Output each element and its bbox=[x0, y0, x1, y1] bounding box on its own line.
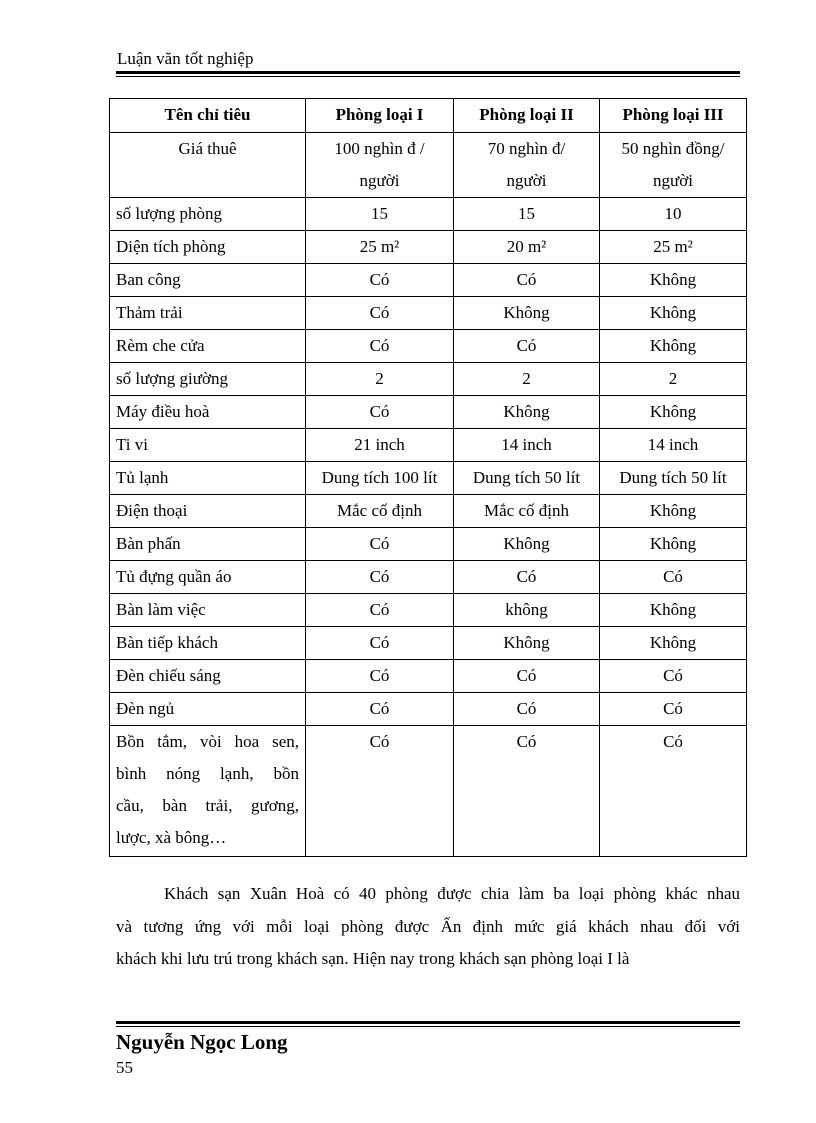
table-row bbox=[110, 363, 747, 396]
table-cell: Có bbox=[454, 264, 600, 297]
header-rule-thick bbox=[116, 71, 740, 74]
row-label: Đèn chiếu sáng bbox=[110, 660, 306, 693]
table-row bbox=[110, 231, 747, 264]
table-row-price bbox=[110, 133, 747, 198]
table-cell: 20 m² bbox=[454, 231, 600, 264]
price-cell bbox=[306, 133, 454, 198]
table-cell: 25 m² bbox=[306, 231, 454, 264]
row-label: Điện thoại bbox=[110, 495, 306, 528]
table-cell: Có bbox=[454, 330, 600, 363]
table-cell: Có bbox=[306, 627, 454, 660]
table-row bbox=[110, 660, 747, 693]
table-row bbox=[110, 528, 747, 561]
column-header: Phòng loại III bbox=[600, 99, 747, 133]
paragraph-line: khách khi lưu trú trong khách sạn. Hiện nay trong khách sạn phòng loại I là bbox=[116, 949, 630, 968]
table-cell: Có bbox=[306, 297, 454, 330]
footer-rule-thick bbox=[116, 1021, 740, 1024]
body-paragraph bbox=[116, 878, 740, 976]
table-cell: Dung tích 50 lít bbox=[454, 462, 600, 495]
table-cell: Có bbox=[306, 561, 454, 594]
table-cell: 2 bbox=[306, 363, 454, 396]
table-row bbox=[110, 198, 747, 231]
table-cell: Có bbox=[454, 561, 600, 594]
table-row bbox=[110, 561, 747, 594]
table-cell: Không bbox=[600, 528, 747, 561]
row-label: Ti vi bbox=[110, 429, 306, 462]
table-cell: Có bbox=[600, 660, 747, 693]
price-line: 50 nghìn đồng/ bbox=[621, 139, 725, 158]
table-row bbox=[110, 297, 747, 330]
paragraph-line: và tương ứng với mỗi loại phòng được Ấn định mức giá khách nhau đối với bbox=[116, 916, 740, 936]
table-cell: Có bbox=[306, 264, 454, 297]
row-label-line: lược, xà bông… bbox=[116, 828, 227, 847]
table-cell: Có bbox=[600, 726, 747, 857]
price-line: 70 nghìn đ/ bbox=[487, 139, 566, 158]
paragraph-line: Khách sạn Xuân Hoà có 40 phòng được chia làm ba loại phòng khác nhau bbox=[164, 884, 740, 903]
price-line: 100 nghìn đ / bbox=[334, 139, 425, 158]
table-cell: Không bbox=[600, 627, 747, 660]
table-cell: Mắc cố định bbox=[306, 495, 454, 528]
price-cell bbox=[600, 133, 747, 198]
column-header: Tên chỉ tiêu bbox=[110, 99, 306, 133]
page-number: 55 bbox=[116, 1058, 133, 1077]
table-cell: 15 bbox=[454, 198, 600, 231]
table-row bbox=[110, 462, 747, 495]
row-label-line: bình nóng lạnh, bồn bbox=[116, 764, 299, 783]
table-row bbox=[110, 429, 747, 462]
price-cell bbox=[454, 133, 600, 198]
row-label: Tủ đựng quần áo bbox=[110, 561, 306, 594]
page-header-title: Luận văn tốt nghiệp bbox=[117, 49, 254, 68]
row-label: Diện tích phòng bbox=[110, 231, 306, 264]
table-cell: 10 bbox=[600, 198, 747, 231]
author-name: Nguyễn Ngọc Long bbox=[116, 1030, 288, 1054]
table-row-amenities bbox=[110, 726, 747, 857]
table-cell: Không bbox=[600, 330, 747, 363]
table-cell: Có bbox=[306, 726, 454, 857]
table-cell: 2 bbox=[600, 363, 747, 396]
table-cell: 14 inch bbox=[454, 429, 600, 462]
row-label: Giá thuê bbox=[110, 133, 306, 198]
row-label bbox=[110, 726, 306, 857]
row-label: Máy điều hoà bbox=[110, 396, 306, 429]
table-cell: Có bbox=[454, 660, 600, 693]
row-label: Bàn làm việc bbox=[110, 594, 306, 627]
table-cell: Không bbox=[600, 396, 747, 429]
column-header: Phòng loại I bbox=[306, 99, 454, 133]
row-label: Bàn tiếp khách bbox=[110, 627, 306, 660]
table-cell: Dung tích 100 lít bbox=[306, 462, 454, 495]
row-label-line: cầu, bàn trải, gương, bbox=[116, 796, 299, 815]
row-label: Ban công bbox=[110, 264, 306, 297]
table-cell: Có bbox=[454, 726, 600, 857]
table-cell: Dung tích 50 lít bbox=[600, 462, 747, 495]
table-cell: Có bbox=[306, 594, 454, 627]
table-row bbox=[110, 627, 747, 660]
footer-rule-thin bbox=[116, 1026, 740, 1027]
table-cell: Có bbox=[306, 693, 454, 726]
table-cell: Có bbox=[306, 330, 454, 363]
row-label: Đèn ngủ bbox=[110, 693, 306, 726]
table-cell: Không bbox=[454, 297, 600, 330]
table-cell: 14 inch bbox=[600, 429, 747, 462]
row-label-line: Bồn tắm, vòi hoa sen, bbox=[116, 732, 299, 751]
room-spec-table bbox=[109, 98, 747, 857]
table-cell: Có bbox=[454, 693, 600, 726]
row-label: số lượng giường bbox=[110, 363, 306, 396]
table-cell: Có bbox=[306, 396, 454, 429]
table-cell: Không bbox=[454, 627, 600, 660]
row-label: số lượng phòng bbox=[110, 198, 306, 231]
table-cell: Không bbox=[454, 528, 600, 561]
table-row bbox=[110, 594, 747, 627]
header-rule-thin bbox=[116, 76, 740, 77]
table-cell: Mắc cố định bbox=[454, 495, 600, 528]
table-cell: 15 bbox=[306, 198, 454, 231]
table-cell: Không bbox=[600, 594, 747, 627]
price-line: người bbox=[653, 171, 693, 190]
table-cell: Có bbox=[600, 561, 747, 594]
table-row bbox=[110, 264, 747, 297]
table-cell: không bbox=[454, 594, 600, 627]
column-header: Phòng loại II bbox=[454, 99, 600, 133]
table-cell: Không bbox=[600, 495, 747, 528]
table-cell: Có bbox=[600, 693, 747, 726]
table-row bbox=[110, 693, 747, 726]
table-cell: Có bbox=[306, 660, 454, 693]
table-row bbox=[110, 396, 747, 429]
row-label: Bàn phấn bbox=[110, 528, 306, 561]
price-line: người bbox=[359, 171, 400, 190]
table-cell: Không bbox=[600, 264, 747, 297]
table-cell: Không bbox=[600, 297, 747, 330]
table-cell: 2 bbox=[454, 363, 600, 396]
table-cell: 21 inch bbox=[306, 429, 454, 462]
table-cell: Không bbox=[454, 396, 600, 429]
table-header-row bbox=[110, 99, 747, 133]
table-row bbox=[110, 330, 747, 363]
table-cell: 25 m² bbox=[600, 231, 747, 264]
table-row bbox=[110, 495, 747, 528]
table-cell: Có bbox=[306, 528, 454, 561]
row-label: Tủ lạnh bbox=[110, 462, 306, 495]
row-label: Thảm trải bbox=[110, 297, 306, 330]
price-line: người bbox=[506, 171, 547, 190]
row-label: Rèm che cửa bbox=[110, 330, 306, 363]
